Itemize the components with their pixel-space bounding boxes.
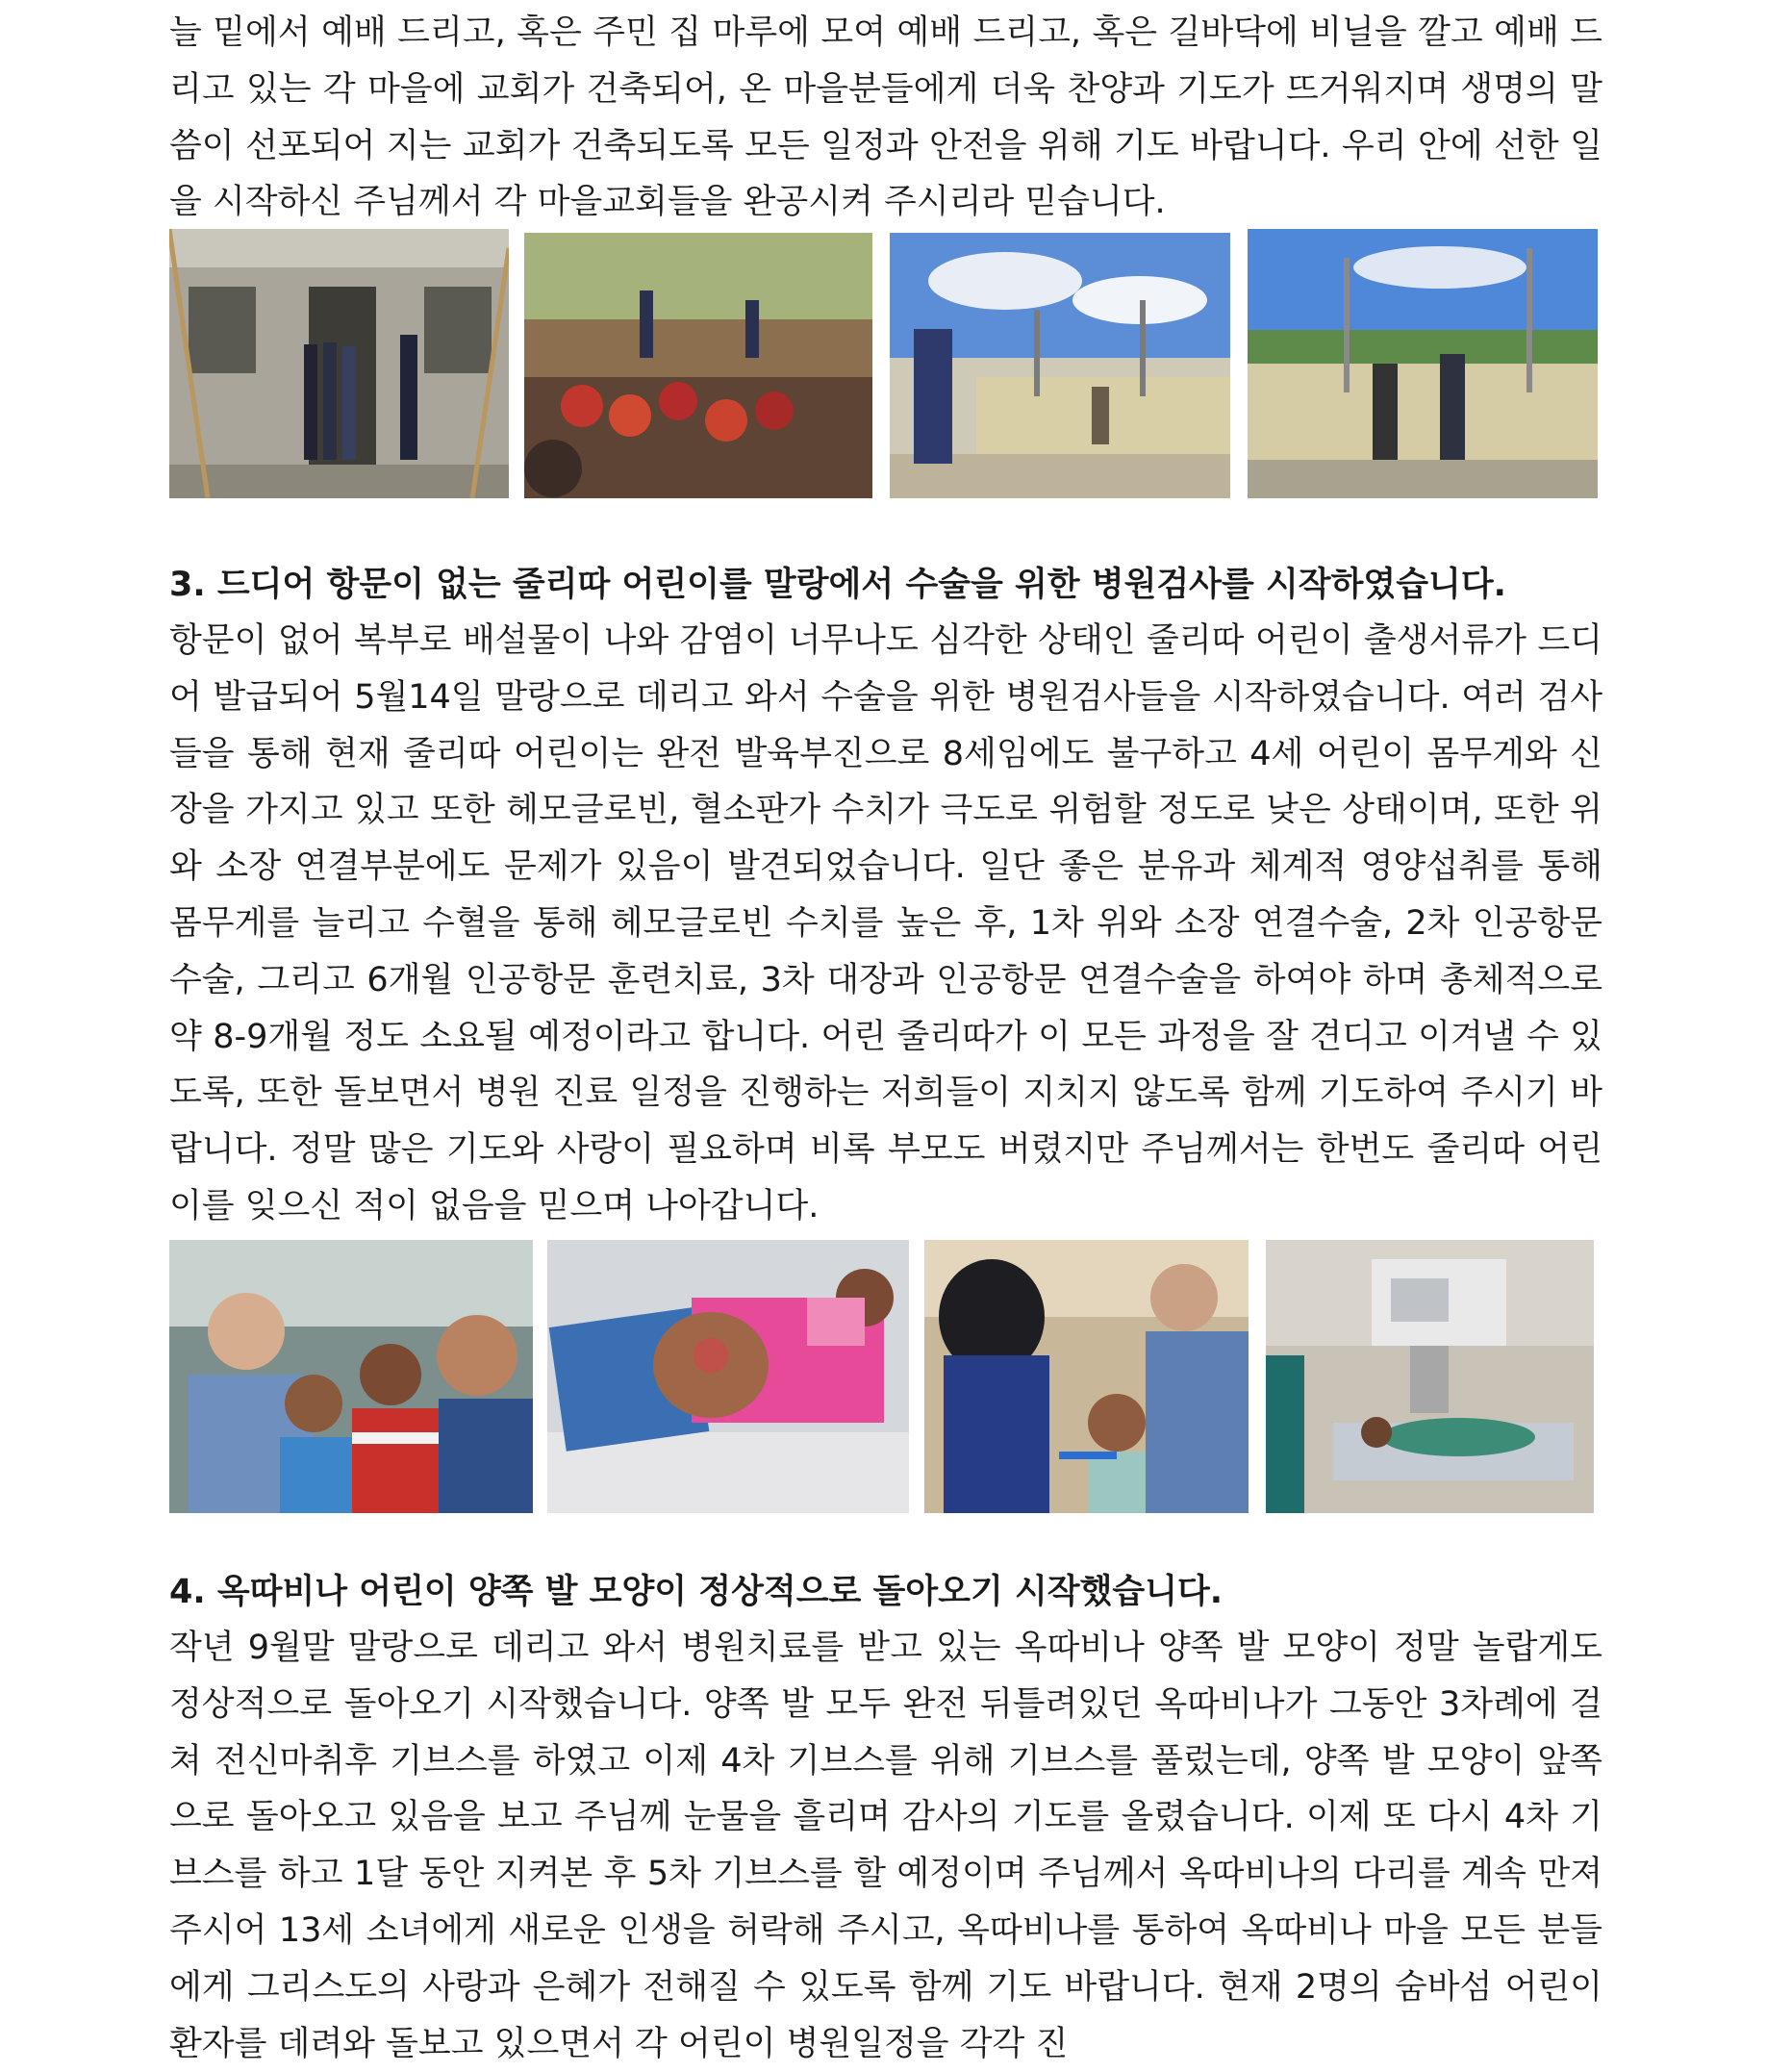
airport-group-photo [169, 1240, 533, 1513]
section3-paragraph: 항문이 없어 복부로 배설물이 나와 감염이 너무나도 심각한 상태인 줄리따 어린이 출생서류가 드디어 발급되어 5월14일 말랑으로 데리고 와서 수술을 위한 병원검사들을 시작하였습니다. 여러 검사들을 통해 현재 줄리따 어린이는 완전 발육부진으로 8세임에도 불구하고 4세 어린이 몸무게와 신장을 가지고 있고 또한 헤모글로빈, 혈소판가 수치가 극도로 위험할 정도로 낮은 상태이며, 또한 위와 소장 연결부분에도 문제가 있음이 발견되었습니다. 일단 좋은 분유과 체계적 영양섭취를 통해 몸무게를 늘리고 수혈을 통해 헤모글로빈 수치를 높은 후, 1차 위와 소장 연결수술, 2차 인공항문 수술, 그리고 6개월 인공항문 훈련치료, 3차 대장과 인공항문 연결수술을 하여야 하며 총체적으로 약 8-9개월 정도 소요될 예정이라고 합니다. 어린 줄리따가 이 모든 과정을 잘 견디고 이겨낼 수 있도록, 또한 돌보면서 병원 진료 일정을 진행하는 저희들이 지치지 않도록 함께 기도하여 주시기 바랍니다. 정말 많은 기도와 사랑이 필요하며 비록 부모도 버렸지만 주님께서는 한번도 줄리따 어린이를 잊으신 적이 없음을 믿으며 나아갑니다. [169, 621, 1602, 1226]
xray-examination-photo [1266, 1240, 1594, 1513]
section4-heading: 4. 옥따비나 어린이 양쪽 발 모양이 정상적으로 돌아오기 시작했습니다. [169, 1573, 1224, 1611]
section3-heading: 3. 드디어 항문이 없는 줄리따 어린이를 말랑에서 수술을 위한 병원검사를 시작하였습니다. [169, 566, 1506, 604]
church-wall-photo [1248, 229, 1598, 498]
church-building-photo [169, 229, 509, 498]
section4-paragraph: 작년 9월말 말랑으로 데리고 와서 병원치료를 받고 있는 옥따비나 양쪽 발 모양이 정말 놀랍게도 정상적으로 돌아오기 시작했습니다. 양쪽 발 모두 완전 뒤틀려있던 옥따비나가 그동안 3차례에 걸쳐 전신마취후 기브스를 하였고 이제 4차 기브스를 위해 기브스를 풀렀는데, 양쪽 발 모양이 앞쪽으로 돌아오고 있음을 보고 주님께 눈물을 흘리며 감사의 기도를 올렸습니다. 이제 또 다시 4차 기브스를 하고 1달 동안 지켜본 후 5차 기브스를 할 예정이며 주님께서 옥따비나의 다리를 계속 만져 주시어 13세 소녀에게 새로운 인생을 허락해 주시고, 옥따비나를 통하여 옥따비나 마을 모든 분들에게 그리스도의 사랑과 은혜가 전해질 수 있도록 함께 기도 바랍니다. 현재 2명의 숨바섬 어린이 환자를 데려와 돌보고 있으면서 각 어린이 병원일정을 각각 진 [169, 1629, 1602, 2063]
church-photo-row [169, 229, 1602, 498]
patient-abdomen-photo [547, 1240, 909, 1513]
village-worship-photo [524, 233, 872, 498]
julita-photo-row [169, 1240, 1602, 1513]
blood-test-photo [924, 1240, 1249, 1513]
brick-wall-construction-photo [890, 233, 1230, 498]
section2-paragraph-end: 늘 밑에서 예배 드리고, 혹은 주민 집 마루에 모여 예배 드리고, 혹은 길바닥에 비닐을 깔고 예배 드리고 있는 각 마을에 교회가 건축되어, 온 마을분들에게 더욱 찬양과 기도가 뜨거워지며 생명의 말씀이 선포되어 지는 교회가 건축되도록 모든 일정과 안전을 위해 기도 바랍니다. 우리 안에 선한 일을 시작하신 주님께서 각 마을교회들을 완공시켜 주시리라 믿습니다. [169, 13, 1602, 222]
